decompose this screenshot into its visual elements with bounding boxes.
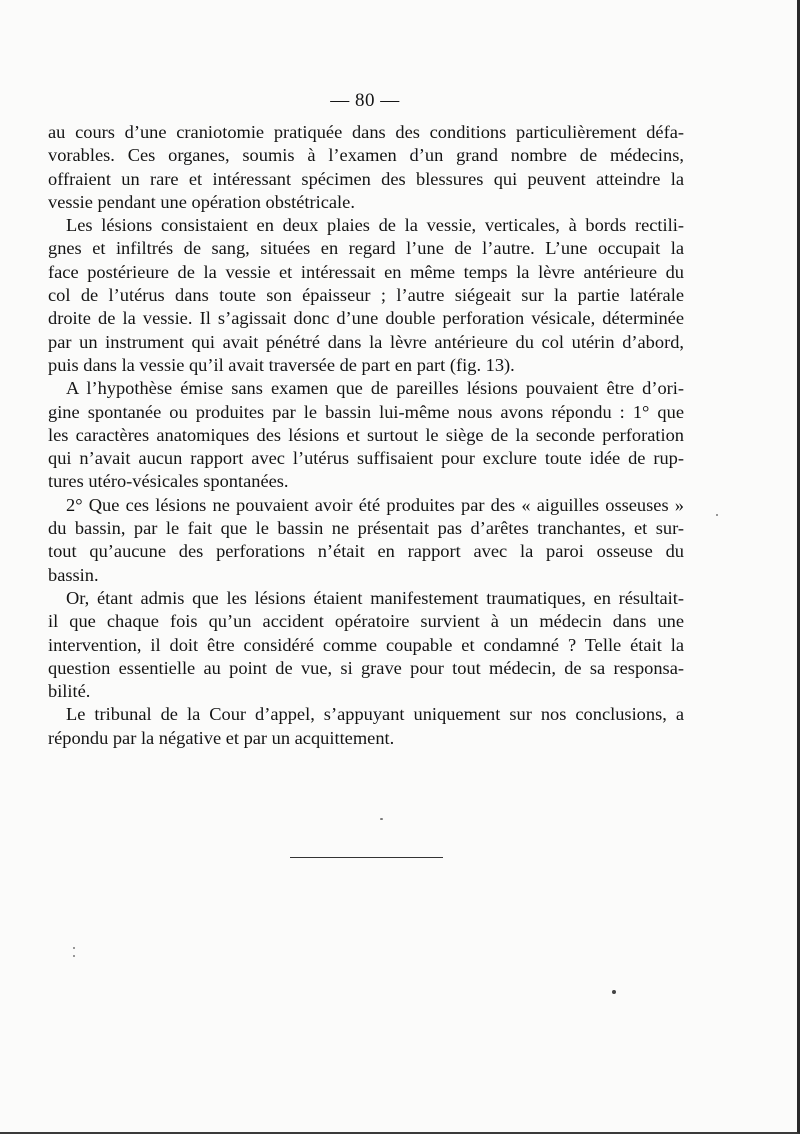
text-line: Or, étant admis que les lésions étaient manifestement traumatiques, en résultait- [66, 587, 684, 608]
text-line: bassin. [48, 564, 99, 585]
text-line: intervention, il doit être considéré comme coupable et condamné ? Telle était la [48, 634, 684, 655]
text-line: qui n’avait aucun rapport avec l’utérus suffisaient pour exclure toute idée de rup- [48, 448, 684, 469]
text-line: tures utéro-vésicales spontanées. [48, 471, 289, 492]
paragraph-4 [48, 494, 684, 587]
paragraph-3 [48, 377, 684, 493]
paragraph-2 [48, 214, 684, 377]
print-speck [73, 955, 75, 957]
paragraph-5 [48, 587, 684, 703]
text-line: du bassin, par le fait que le bassin ne présentait pas d’arêtes tranchantes, et sur- [48, 518, 684, 539]
text-line: face postérieure de la vessie et intéressait en même temps la lèvre antérieure du [48, 261, 684, 282]
text-line: gine spontanée ou produites par le bassin lui-même nous avons répondu : 1° que [48, 401, 684, 422]
text-line: les caractères anatomiques des lésions et surtout le siège de la seconde perforation [48, 424, 684, 445]
text-line: droite de la vessie. Il s’agissait donc d’une double perforation vésicale, déterminée [48, 308, 684, 329]
text-line: Les lésions consistaient en deux plaies de la vessie, verticales, à bords rectili- [66, 215, 684, 236]
text-line: A l’hypothèse émise sans examen que de pareilles lésions pouvaient être d’ori- [66, 378, 684, 399]
text-line: puis dans la vessie qu’il avait traversée de part en part (fig. 13). [48, 354, 515, 375]
text-line: offraient un rare et intéressant spécimen des blessures qui peuvent atteindre la [48, 168, 684, 189]
text-line: col de l’utérus dans toute son épaisseur ; l’autre siégeait sur la partie latérale [48, 285, 684, 306]
paragraph-1 [48, 121, 684, 214]
section-divider-rule [290, 857, 443, 858]
text-line: gnes et infiltrés de sang, situées en regard l’une de l’autre. L’une occupait la [48, 238, 684, 259]
text-line: Le tribunal de la Cour d’appel, s’appuyant uniquement sur nos conclusions, a [66, 704, 684, 725]
text-line: il que chaque fois qu’un accident opératoire survient à un médecin dans une [48, 611, 684, 632]
text-line: au cours d’une craniotomie pratiquée dans des conditions particulièrement défa- [48, 122, 684, 142]
print-speck [73, 947, 75, 949]
paragraph-6 [48, 703, 684, 750]
text-line: répondu par la négative et par un acquittement. [48, 727, 395, 748]
body-text [48, 121, 684, 750]
print-speck [612, 990, 616, 994]
text-line: vorables. Ces organes, soumis à l’examen d’un grand nombre de médecins, [48, 145, 684, 166]
text-line: vessie pendant une opération obstétricale. [48, 191, 355, 212]
print-speck [716, 514, 718, 516]
text-line: bilité. [48, 681, 91, 702]
text-line: par un instrument qui avait pénétré dans la lèvre antérieure du col utérin d’abord, [48, 331, 684, 352]
text-line: 2° Que ces lésions ne pouvaient avoir été produites par des « aiguilles osseuses » [66, 494, 684, 515]
page-number: — 80 — [330, 90, 400, 111]
print-speck [380, 818, 383, 820]
text-line: tout qu’aucune des perforations n’était en rapport avec la paroi osseuse du [48, 541, 684, 562]
text-line: question essentielle au point de vue, si grave pour tout médecin, de sa responsa- [48, 657, 684, 678]
